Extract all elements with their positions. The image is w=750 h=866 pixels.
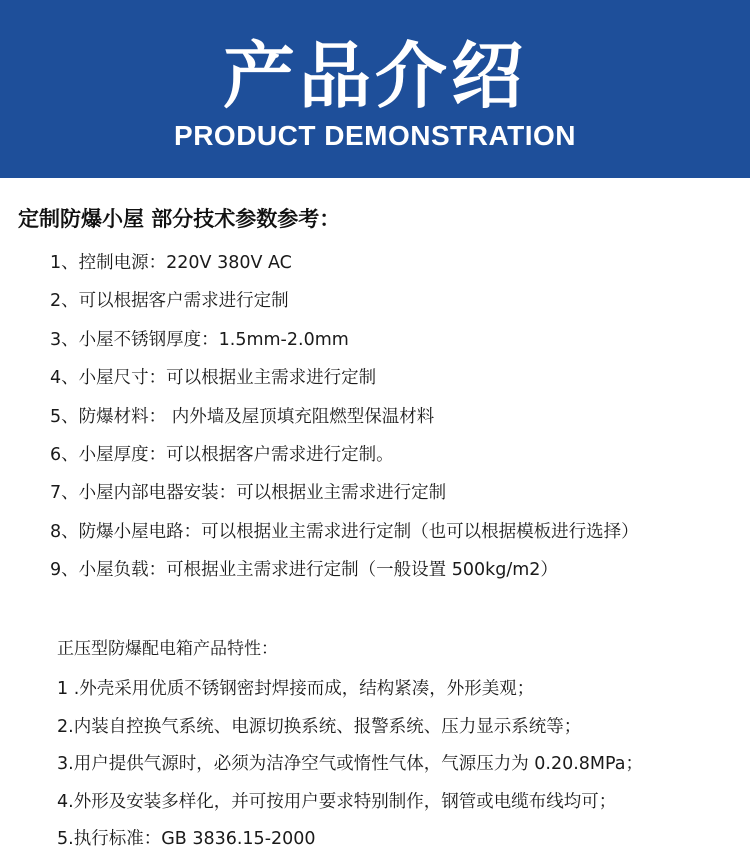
specs-heading: 定制防爆小屋 部分技术参数参考：: [18, 207, 341, 231]
feature-item: 2.内装自控换气系统、电源切换系统、报警系统、压力显示系统等；: [57, 716, 582, 737]
header-banner: [0, 0, 750, 178]
features-title: 正压型防爆配电箱产品特性：: [57, 639, 278, 659]
spec-item: 6、小屋厚度：可以根据客户需求进行定制。: [50, 444, 394, 465]
spec-item: 1、控制电源：220V 380V AC: [50, 253, 292, 273]
feature-item: 1 .外壳采用优质不锈钢密封焊接而成，结构紧凑，外形美观；: [57, 679, 535, 699]
feature-item: 3.用户提供气源时，必须为洁净空气或惰性气体，气源压力为 0.20.8MPa；: [57, 754, 644, 775]
spec-item: 5、防爆材料： 内外墙及屋顶填充阻燃型保温材料: [50, 406, 435, 427]
banner-title: 产品介绍: [222, 34, 527, 118]
spec-item: 3、小屋不锈钢厚度：1.5mm-2.0mm: [50, 329, 349, 350]
features-list: [57, 674, 747, 862]
specs-list: [50, 248, 740, 594]
feature-item: 5.执行标准：GB 3836.15-2000: [57, 829, 316, 850]
feature-item: 4.外形及安装多样化，并可按用户要求特别制作，钢管或电缆布线均可；: [57, 791, 617, 812]
spec-item: 7、小屋内部电器安装：可以根据业主需求进行定制: [50, 483, 447, 504]
spec-item: 9、小屋负载：可根据业主需求进行定制（一般设置 500kg/m2）: [50, 560, 558, 581]
spec-item: 2、可以根据客户需求进行定制: [50, 291, 289, 312]
spec-item: 8、防爆小屋电路：可以根据业主需求进行定制（也可以根据模板进行选择）: [50, 521, 639, 542]
spec-item: 4、小屋尺寸：可以根据业主需求进行定制: [50, 368, 377, 389]
banner-subtitle: PRODUCT DEMONSTRATION: [174, 120, 576, 151]
